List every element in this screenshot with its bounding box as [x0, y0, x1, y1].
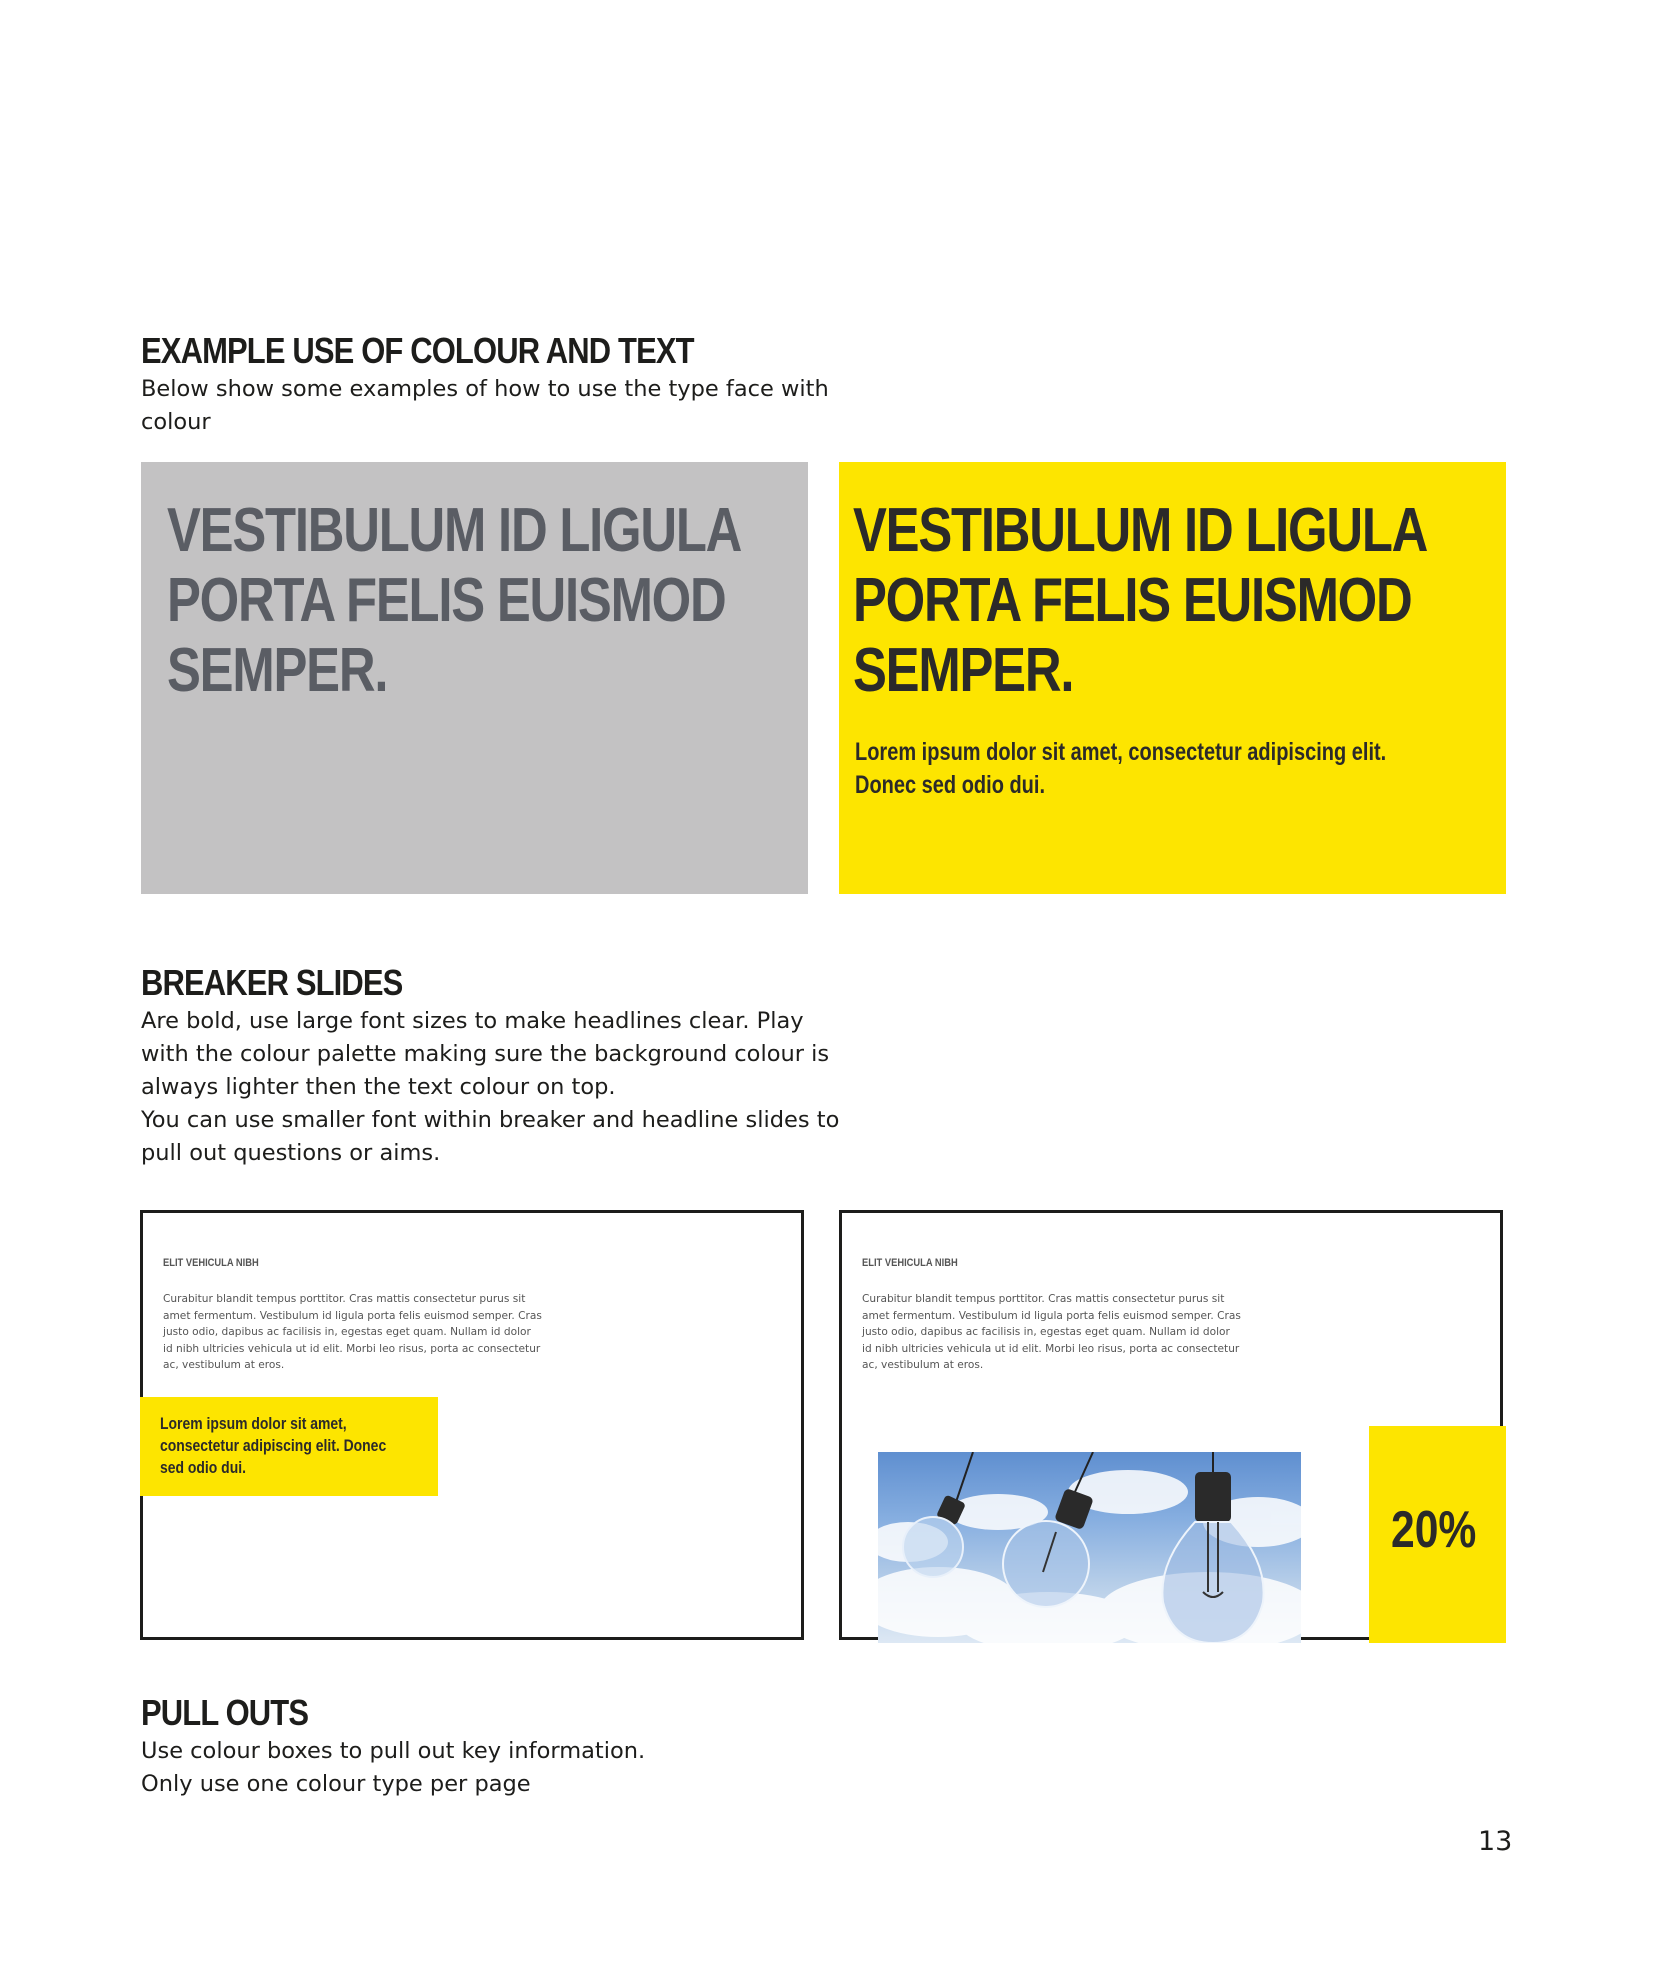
- grey-panel-headline: VESTIBULUM ID LIGULA PORTA FELIS EUISMOD SEMPER.: [167, 496, 742, 705]
- section-title-colour-text: EXAMPLE USE OF COLOUR AND TEXT: [141, 330, 694, 371]
- section-title-breaker-slides: BREAKER SLIDES: [141, 962, 403, 1003]
- breaker-slide-example-right: [839, 1210, 1503, 1640]
- section-intro-colour-text: Below show some examples of how to use the type face with colour: [141, 376, 829, 435]
- section-intro-pull-outs: Use colour boxes to pull out key information. Only use one colour type per page: [141, 1738, 646, 1797]
- page-number: 13: [1478, 1826, 1513, 1857]
- stat-value: 20%: [1391, 1501, 1477, 1559]
- slide-title: ELIT VEHICULA NIBH: [862, 1257, 958, 1269]
- slide-body-text: Curabitur blandit tempus porttitor. Cras mattis consectetur purus sit amet fermentum. Vestibulum id ligula porta felis euismod semper. Cras justo odio, dapibus ac facilisis in, egestas eget quam. Nullam id dolor id nibh ultricies vehicula ut id elit. Morbi leo risus, porta ac consectetur ac, vestibulum at eros.: [862, 1293, 1241, 1371]
- stat-pullout-box: [1369, 1426, 1506, 1643]
- yellow-panel-headline: VESTIBULUM ID LIGULA PORTA FELIS EUISMOD SEMPER.: [853, 496, 1428, 705]
- breaker-slide-example-left: [140, 1210, 804, 1640]
- slide-pullout-box: [140, 1397, 438, 1496]
- yellow-colour-panel: [839, 462, 1506, 894]
- slide-body-text: Curabitur blandit tempus porttitor. Cras mattis consectetur purus sit amet fermentum. Vestibulum id ligula porta felis euismod semper. Cras justo odio, dapibus ac facilisis in, egestas eget quam. Nullam id dolor id nibh ultricies vehicula ut id elit. Morbi leo risus, porta ac consectetur ac, vestibulum at eros.: [163, 1293, 542, 1371]
- grey-colour-panel: [141, 462, 808, 894]
- section-title-pull-outs: PULL OUTS: [141, 1692, 309, 1733]
- slide-title: ELIT VEHICULA NIBH: [163, 1257, 259, 1269]
- lightbulbs-illustration: [878, 1452, 1301, 1643]
- yellow-panel-subtext: Lorem ipsum dolor sit amet, consectetur adipiscing elit. Donec sed odio dui.: [855, 738, 1387, 799]
- section-intro-breaker-slides: Are bold, use large font sizes to make headlines clear. Play with the colour palette making sure the background colour is always lighter then the text colour on top. You can use smaller font within breaker and headline slides to pull out questions or aims.: [141, 1008, 840, 1166]
- slide-pullout-text: Lorem ipsum dolor sit amet, consectetur adipiscing elit. Donec sed odio dui.: [160, 1414, 387, 1477]
- lightbulbs-sky-photo: [878, 1452, 1301, 1643]
